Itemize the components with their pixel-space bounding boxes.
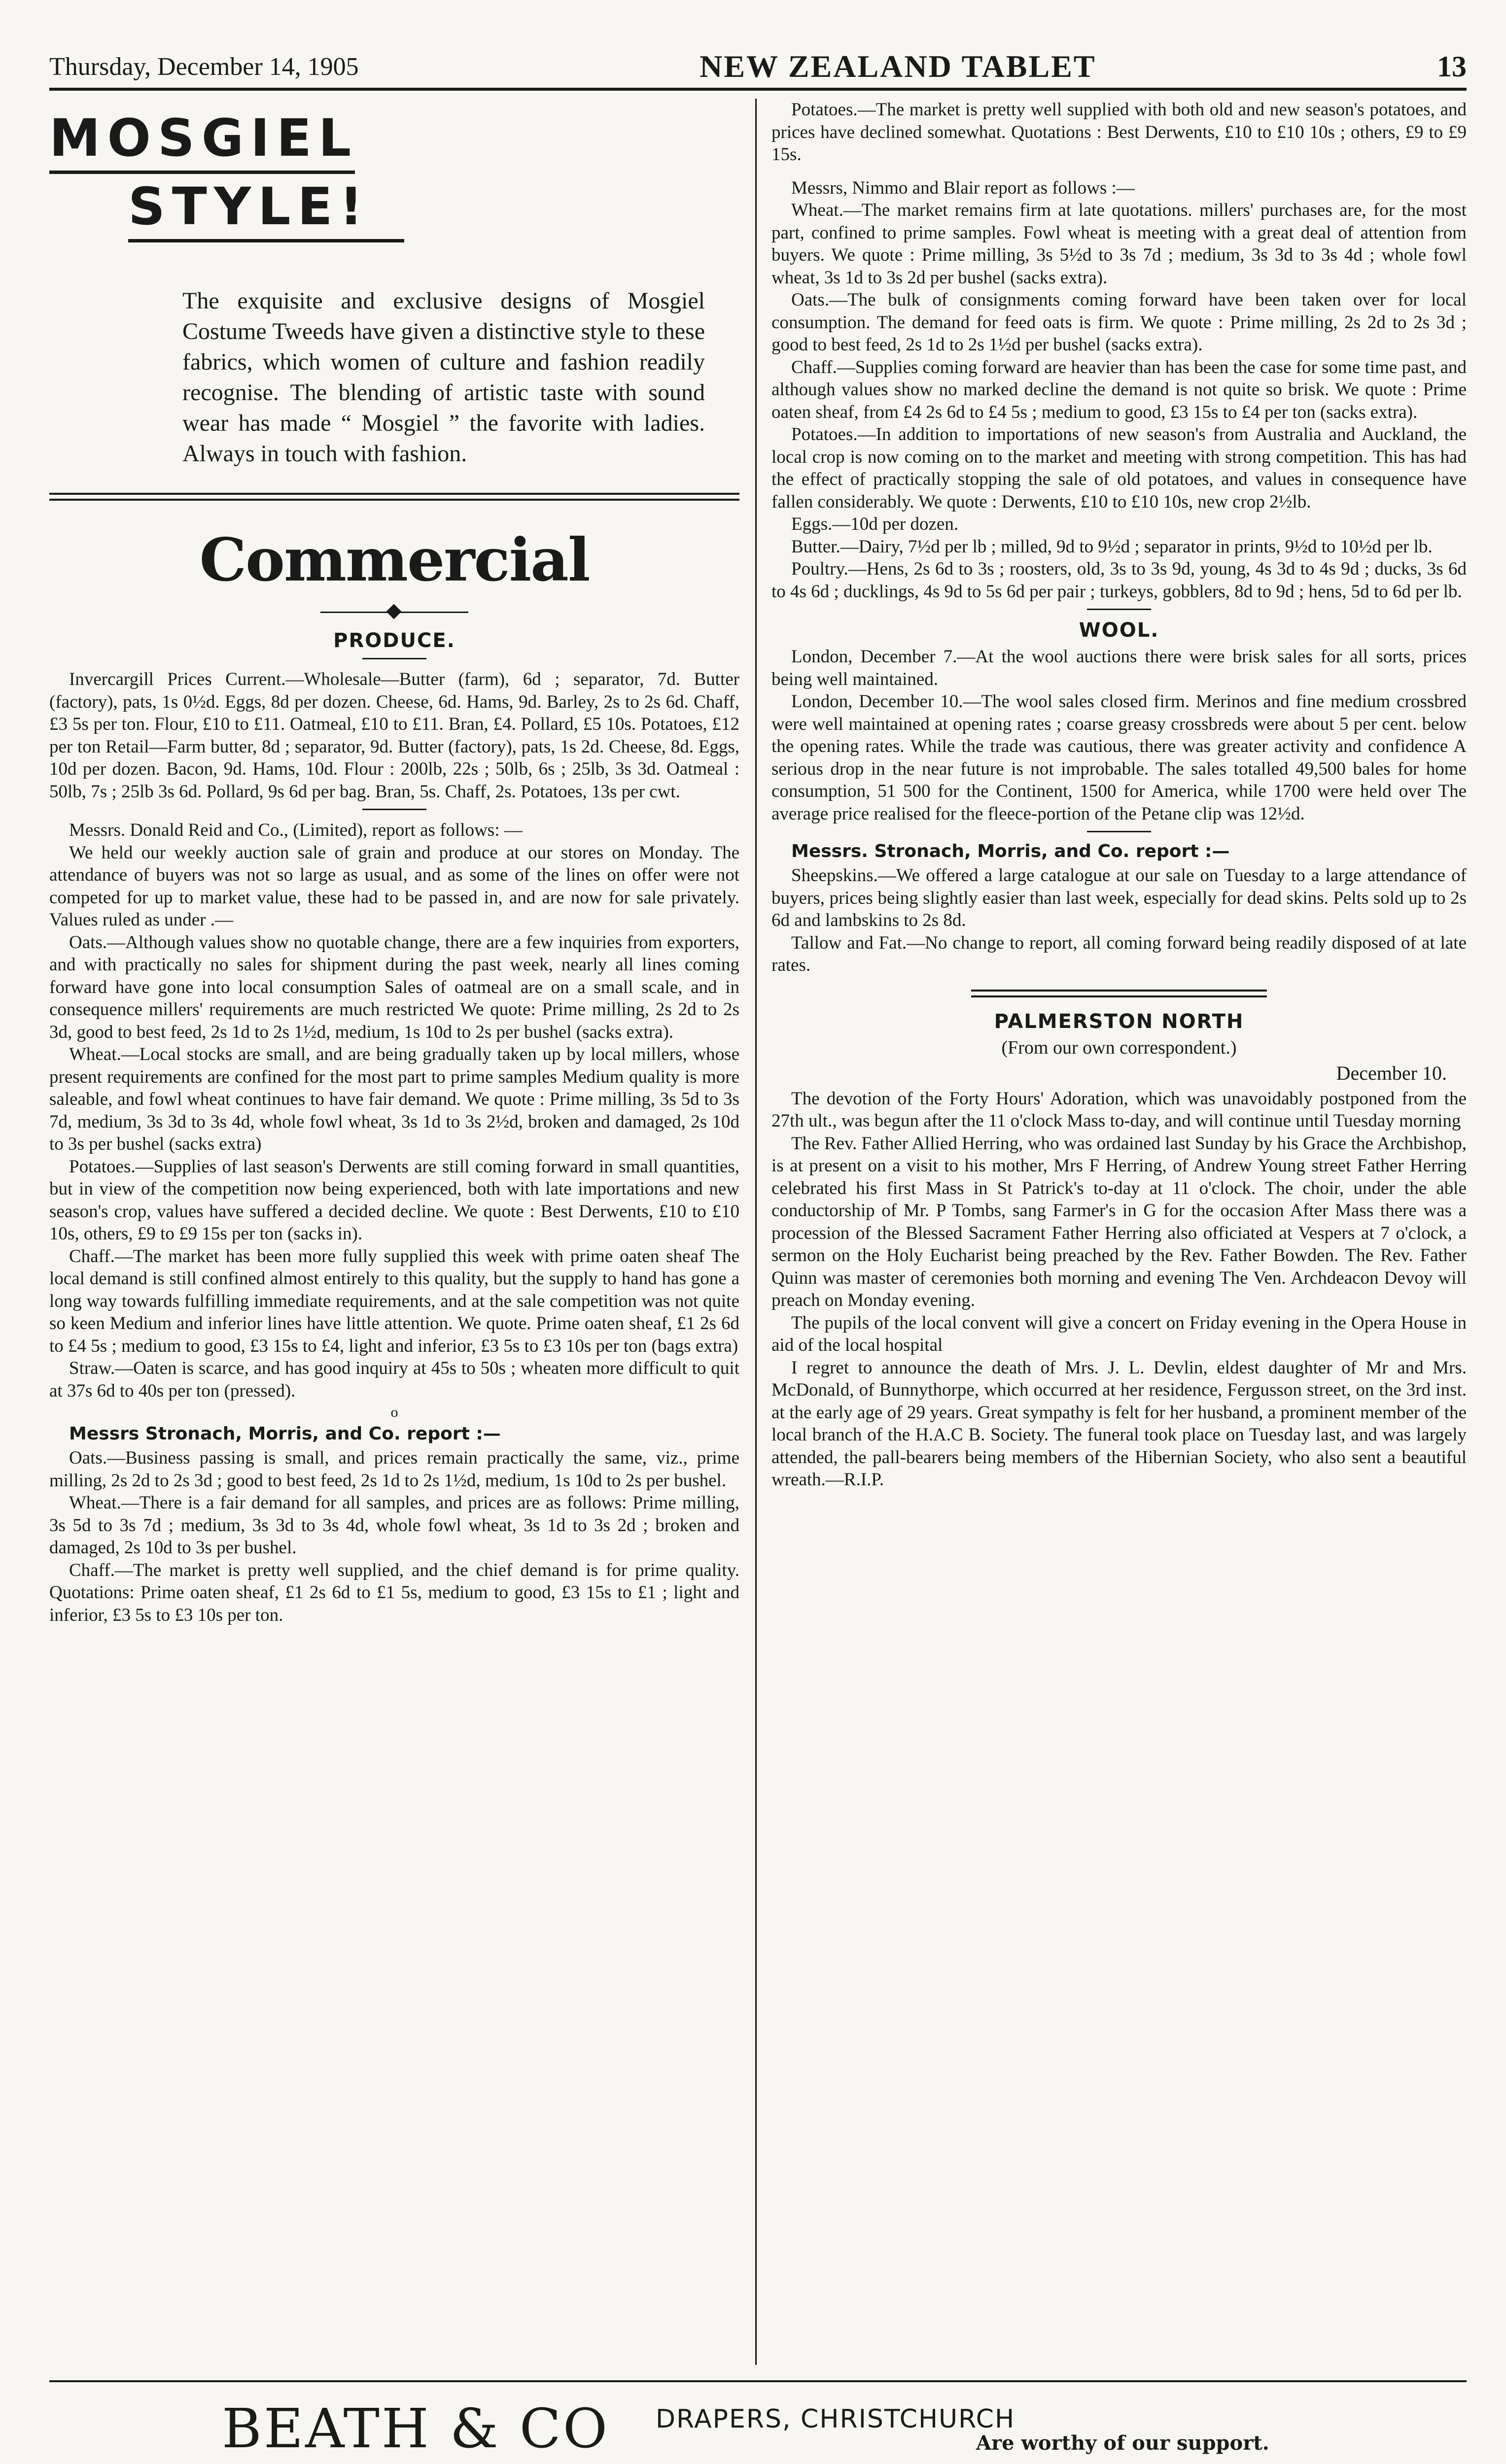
footer-advert: [49, 2380, 1467, 2461]
potatoes-continued: Potatoes.—The market is pretty well supplied with both old and new season's potatoes, and prices have declined somewhat. Quotations : Best Derwents, £10 to £10 10s ; others, £9 to £9 15s.: [771, 100, 1467, 165]
advert-rule: [128, 239, 404, 242]
reid-chaff: Chaff.—The market has been more fully supplied this week with prime oaten sheaf The local demand is still confined almost entirely to this quality, but the supply to hand has gone a long way towards fulfilling immediate requirements, and at the sale competition was not quite so keen Medium and inferior lines have little attention. We quote. Prime oaten sheaf, £1 2s 6d to £4 5s ; medium to good, £3 15s to £4, light and inferior, £3 5s to £3 10s per ton (bags extra): [49, 1246, 739, 1356]
nimmo-wheat: Wheat.—The market remains firm at late quotations. millers' purchases are, for the most part, confined to prime samples. Fowl wheat is meeting with a great deal of attention from buyers. We quote : Prime milling, 3s 5½d to 3s 7d ; medium, 3s 3d to 3s 4d ; whole fowl wheat, 3s 1d to 3s 2d per bushel (sacks extra).: [771, 200, 1467, 288]
nimmo-butter: Butter.—Dairy, 7½d per lb ; milled, 9d to 9½d ; separator in prints, 9½d to 10½d per lb.: [791, 536, 1433, 557]
page-header: [49, 45, 1467, 91]
issue-date: Thursday, December 14, 1905: [49, 52, 359, 81]
commercial-heading: Commercial: [199, 525, 590, 595]
stronach-chaff: Chaff.—The market is pretty well supplied, and the chief demand is for prime quality. Quotations: Prime oaten sheaf, £1 2s 6d to £1 5s, medium to good, £3 15s to £1 ; light and inferior, £3 5s to £3 10s per ton.: [49, 1560, 739, 1625]
section-rule: [971, 990, 1267, 997]
nimmo-oats: Oats.—The bulk of consignments coming forward have been taken over for local consumption. The demand for feed oats is firm. We quote : Prime milling, 2s 2d to 2s 3d ; good to best feed, 2s 1d to 2s 1½d per bushel (sacks extra).: [771, 290, 1467, 355]
invercargill-prices: Invercargill Prices Current.—Wholesale—Butter (farm), 6d ; separator, 7d. Butter (factory), pats, 1s 0½d. Eggs, 8d per dozen. Cheese, 6d. Hams, 9d. Barley, 2s to 2s 6d. Chaff, £3 5s per ton. Flour, £10 to £11. Oatmeal, £10 to £11. Bran, £4. Pollard, £5 10s. Potatoes, £12 per ton Retail—Farm butter, 8d ; separator, 9d. Butter (factory), pats, 1s 2d. Cheese, 8d. Eggs, 10d per dozen. Bacon, 9d. Hams, 10d. Flour : 200lb, 22s ; 50lb, 6s ; 25lb, 3s 3d. Oatmeal : 50lb, 7s ; 25lb 3s 6d. Pollard, 9s 6d per bag. Bran, 5s. Chaff, 2s. Potatoes, 13s per cwt.: [49, 669, 739, 802]
advert-title-line2: STYLE!: [128, 176, 370, 237]
reid-intro: Messrs. Donald Reid and Co., (Limited), report as follows: —: [69, 820, 523, 840]
stronach2-intro: Messrs. Stronach, Morris, and Co. report :—: [791, 841, 1230, 861]
short-rule: [1087, 609, 1151, 610]
advert-rule: [49, 171, 355, 174]
sheepskins-report: Sheepskins.—We offered a large catalogue at our sale on Tuesday to a large attendance of buyers, prices being slightly easier than last week, especially for dead skins. Pelts sold up to 2s 6d and lambskins to 2s 8d.: [771, 865, 1467, 930]
footer-drapers: DRAPERS, CHRISTCHURCH: [656, 2404, 1016, 2434]
palmerston-para-2: The Rev. Father Allied Herring, who was ordained last Sunday by his Grace the Archbishop, is at present on a visit to his mother, Mrs F Herring, of Andrew Young street Father Herring celebrated his first Mass in St Patrick's to-day at 11 o'clock. The choir, under the able conductorship of Mr. P Tombs, sang Farmer's in G for the occasion After Mass there was a procession of the Blessed Sacrament Father Herring also officiated at Vespers at 7 o'clock, a sermon on the Holy Eucharist being preached by the Rev. Father Bowden. The Rev. Father Quinn was master of ceremonies both morning and evening The Ven. Archdeacon Devoy will preach on Monday evening.: [771, 1133, 1467, 1310]
wool-report-1: London, December 7.—At the wool auctions there were brisk sales for all sorts, prices being well maintained.: [771, 647, 1467, 689]
masthead-title: NEW ZEALAND TABLET: [700, 49, 1096, 84]
palmerston-para-3: The pupils of the local convent will give a concert on Friday evening in the Opera House in aid of the local hospital: [771, 1312, 1467, 1355]
stronach-oats: Oats.—Business passing is small, and prices remain practically the same, viz., prime milling, 2s 2d to 2s 3d ; good to best feed, 2s 1d to 2s 1½d, medium, 1s 10d to 2s per bushel.: [49, 1448, 739, 1491]
nimmo-potatoes: Potatoes.—In addition to importations of new season's from Australia and Auckland, the local crop is now coming on to the market and meeting with strong competition. This has had the effect of practically stopping the sale of old potatoes, and values in consequence have fallen considerably. We quote : Derwents, £10 to £10 10s, new crop 2½lb.: [771, 424, 1467, 512]
nimmo-eggs: Eggs.—10d per dozen.: [791, 514, 959, 534]
short-rule: [362, 658, 426, 659]
page-number: 13: [1437, 50, 1467, 83]
wool-report-2: London, December 10.—The wool sales closed firm. Merinos and fine medium crossbred were well maintained at opening rates ; coarse greasy crossbreds were about 5 per cent. below the opening rates. While the trade was cautious, there was greater activity and confidence A serious drop in the near future is not improbable. The sales totalled 49,500 bales for home consumption, 51 500 for the Continent, 1500 for America, while 1700 were held over The average price realised for the fleece-portion of the Petane clip was 12½d.: [771, 691, 1467, 824]
palmerston-heading: PALMERSTON NORTH: [994, 1010, 1244, 1033]
reid-straw: Straw.—Oaten is scarce, and has good inquiry at 45s to 50s ; wheaten more difficult to quit at 37s 6d to 40s per ton (pressed).: [49, 1358, 739, 1401]
nimmo-poultry: Poultry.—Hens, 2s 6d to 3s ; roosters, old, 3s to 3s 9d, young, 4s 3d to 4s 9d ; ducks, 3s 6d to 4s 6d ; ducklings, 4s 9d to 5s 6d per pair ; turkeys, gobblers, 8d to 9d ; hens, 5d to 6d per lb.: [771, 559, 1467, 602]
short-rule: [362, 809, 426, 810]
correspondent-line: (From our own correspondent.): [1001, 1037, 1237, 1058]
reid-potatoes: Potatoes.—Supplies of last season's Derwents are still coming forward in small quantities, but in view of the competition now being experienced, both with late importations and new season's crop, values have suffered a decided decline. We quote : Best Derwents, £10 to £10 10s, others, £9 to £9 15s per ton (sacks in).: [49, 1156, 739, 1244]
advert-text: The exquisite and exclusive designs of Mosgiel Costume Tweeds have given a distinctive style to these fabrics, which women of culture and fashion readily recognise. The blending of artistic taste with sound wear has made “ Mosgiel ” the favorite with ladies. Always in touch with fashion.: [182, 288, 705, 467]
reid-oats: Oats.—Although values show no quotable change, there are a few inquiries from exporters, and with practically no sales for shipment during the past week, nearly all lines coming forward have gone into local consumption Sales of oatmeal are on a small scale, and in consequence millers' requirements are much restricted We quote: Prime milling, 2s 2d to 2s 3d, good to best feed, 2s 1d to 2s 1½d, medium, 1s 10d to 2s per bushel (sacks extra).: [49, 932, 739, 1042]
short-rule: [1087, 831, 1151, 832]
right-column: [771, 99, 1467, 2372]
palmerston-para-4: I regret to announce the death of Mrs. J. L. Devlin, eldest daughter of Mr and Mrs. McDonald, of Bunnythorpe, which occurred at her residence, Fergusson street, on the 3rd inst. at the early age of 29 years. Great sympathy is felt for her husband, a prominent member of the local branch of the H.A.C B. Society. The funeral took place on Tuesday last, and was largely attended, the pall-bearers being members of the Hibernian Society, who also sent a beautiful wreath.—R.I.P.: [771, 1357, 1467, 1490]
nimmo-chaff: Chaff.—Supplies coming forward are heavier than has been the case for some time past, and although values show no marked decline the demand is not quite so brisk. We quote : Prime oaten sheaf, from £4 2s 6d to £4 5s ; medium to good, £3 15s to £4 per ton (sacks extra).: [771, 357, 1467, 422]
section-rule: [49, 493, 739, 501]
produce-heading: PRODUCE.: [333, 629, 455, 652]
wool-heading: WOOL.: [1079, 619, 1159, 642]
ornamental-rule: [320, 605, 468, 619]
tallow-report: Tallow and Fat.—No change to report, all coming forward being readily disposed of at late rates.: [771, 932, 1467, 975]
reid-wheat: Wheat.—Local stocks are small, and are being gradually taken up by local millers, whose present requirements are confined for the most part to prime samples Medium quality is more saleable, and fowl wheat continues to have fair demand. We quote : Prime milling, 3s 5d to 3s 7d, medium, 3s 3d to 3s 4d, whole fowl wheat, 3s 1d to 3s 2½d, broken and damaged, 2s 10d to 3s per bushel (sacks extra): [49, 1044, 739, 1154]
advert-title-line1: MOSGIEL: [49, 108, 358, 168]
column-divider: [755, 99, 757, 2365]
stronach-intro: Messrs Stronach, Morris, and Co. report :—: [69, 1424, 501, 1444]
footer-brand: BEATH & CO: [222, 2397, 610, 2460]
mosgiel-advert: [49, 108, 739, 469]
footer-tagline: Are worthy of our support.: [976, 2431, 1269, 2455]
palmerston-dateline: December 10.: [1336, 1061, 1447, 1084]
stronach-wheat: Wheat.—There is a fair demand for all samples, and prices are as follows: Prime milling, 3s 5d to 3s 7d ; medium, 3s 3d to 3s 4d, whole fowl wheat, 3s 1d to 3s 2d ; broken and damaged, 2s 10d to 3s per bushel.: [49, 1493, 739, 1558]
reid-auction: We held our weekly auction sale of grain and produce at our stores on Monday. The attendance of buyers was not so large as usual, and as some of the lines on offer were not competed for up to market value, these had to be passed in, and are now for sale privately. Values ruled as under .—: [49, 842, 739, 930]
palmerston-para-1: The devotion of the Forty Hours' Adoration, which was unavoidably postponed from the 27th ult., was begun after the 11 o'clock Mass to-day, and will continue until Tuesday morning: [771, 1088, 1467, 1131]
nimmo-intro: Messrs, Nimmo and Blair report as follows :—: [791, 177, 1135, 198]
left-column: [49, 99, 739, 2372]
ornament: o: [390, 1404, 398, 1420]
